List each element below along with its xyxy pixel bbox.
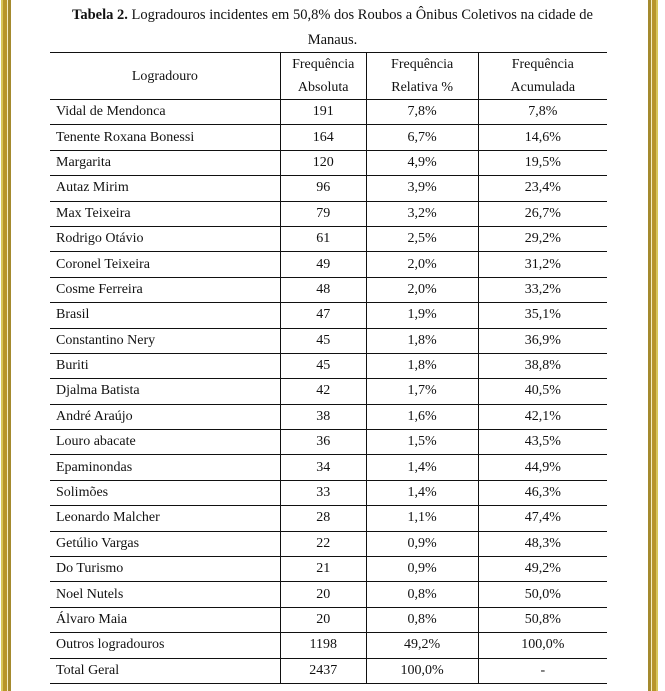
cell-freq-acumulada: 19,5% — [478, 150, 607, 175]
table-row — [50, 252, 607, 277]
cell-freq-acumulada: - — [478, 658, 607, 683]
table-body — [50, 100, 607, 684]
table-row — [50, 277, 607, 302]
caption-text-line2: Manaus. — [307, 32, 358, 48]
cell-freq-acumulada: 46,3% — [478, 480, 607, 505]
cell-freq-absoluta: 79 — [280, 201, 366, 226]
cell-freq-absoluta: 164 — [280, 125, 366, 150]
cell-logradouro: André Araújo — [56, 408, 133, 424]
cell-freq-relativa: 1,5% — [366, 430, 478, 455]
table-row — [50, 201, 607, 226]
cell-freq-relativa: 2,5% — [366, 226, 478, 251]
data-table — [50, 52, 607, 684]
cell-freq-absoluta: 191 — [280, 100, 366, 125]
caption-text: Logradouros incidentes em 50,8% dos Roubos a Ônibus Coletivos na cidade de — [127, 7, 593, 23]
cell-freq-absoluta: 38 — [280, 404, 366, 429]
cell-logradouro: Constantino Nery — [56, 332, 156, 348]
cell-freq-relativa: 1,4% — [366, 480, 478, 505]
cell-freq-absoluta: 36 — [280, 430, 366, 455]
cell-freq-relativa: 2,0% — [366, 252, 478, 277]
cell-freq-acumulada: 29,2% — [478, 226, 607, 251]
decorative-frame-left — [1, 0, 12, 691]
cell-freq-acumulada: 42,1% — [478, 404, 607, 429]
cell-freq-acumulada: 40,5% — [478, 379, 607, 404]
cell-freq-absoluta: 120 — [280, 150, 366, 175]
cell-logradouro: Do Turismo — [56, 561, 124, 577]
cell-freq-acumulada: 35,1% — [478, 303, 607, 328]
table-row — [50, 430, 607, 455]
cell-freq-acumulada: 7,8% — [478, 100, 607, 125]
cell-freq-acumulada: 50,0% — [478, 582, 607, 607]
cell-freq-relativa: 1,7% — [366, 379, 478, 404]
header-freq-absoluta: Frequência Absoluta — [280, 53, 366, 100]
table-row — [50, 150, 607, 175]
cell-freq-absoluta: 22 — [280, 531, 366, 556]
cell-freq-acumulada: 43,5% — [478, 430, 607, 455]
cell-freq-absoluta: 20 — [280, 607, 366, 632]
cell-freq-absoluta: 48 — [280, 277, 366, 302]
table-row — [50, 353, 607, 378]
cell-freq-relativa: 1,1% — [366, 506, 478, 531]
cell-freq-absoluta: 1198 — [280, 633, 366, 658]
cell-freq-relativa: 0,9% — [366, 531, 478, 556]
cell-freq-relativa: 1,9% — [366, 303, 478, 328]
table-row — [50, 303, 607, 328]
cell-freq-relativa: 1,4% — [366, 455, 478, 480]
table-row — [50, 404, 607, 429]
cell-freq-acumulada: 44,9% — [478, 455, 607, 480]
table-row — [50, 125, 607, 150]
cell-freq-absoluta: 45 — [280, 353, 366, 378]
cell-freq-absoluta: 45 — [280, 328, 366, 353]
cell-freq-absoluta: 28 — [280, 506, 366, 531]
cell-freq-absoluta: 33 — [280, 480, 366, 505]
cell-logradouro: Rodrigo Otávio — [56, 231, 144, 247]
decorative-frame-right — [648, 0, 659, 691]
cell-freq-absoluta: 21 — [280, 557, 366, 582]
cell-freq-acumulada: 100,0% — [478, 633, 607, 658]
table-row — [50, 582, 607, 607]
cell-logradouro: Vidal de Mendonca — [56, 104, 166, 120]
cell-freq-relativa: 49,2% — [366, 633, 478, 658]
cell-freq-relativa: 4,9% — [366, 150, 478, 175]
cell-freq-acumulada: 31,2% — [478, 252, 607, 277]
cell-logradouro: Outros logradouros — [56, 637, 165, 653]
cell-freq-acumulada: 26,7% — [478, 201, 607, 226]
cell-freq-absoluta: 20 — [280, 582, 366, 607]
cell-freq-relativa: 1,6% — [366, 404, 478, 429]
cell-freq-acumulada: 38,8% — [478, 353, 607, 378]
cell-freq-absoluta: 96 — [280, 176, 366, 201]
cell-logradouro: Max Teixeira — [56, 205, 131, 221]
header-freq-relativa: Frequência Relativa % — [366, 53, 478, 100]
cell-logradouro: Brasil — [56, 307, 90, 323]
cell-logradouro: Margarita — [56, 154, 111, 170]
cell-freq-absoluta: 47 — [280, 303, 366, 328]
cell-freq-absoluta: 2437 — [280, 658, 366, 683]
table-row — [50, 480, 607, 505]
cell-logradouro: Tenente Roxana Bonessi — [56, 129, 195, 145]
cell-freq-acumulada: 36,9% — [478, 328, 607, 353]
cell-logradouro: Cosme Ferreira — [56, 281, 143, 297]
table-row — [50, 607, 607, 632]
cell-logradouro: Buriti — [56, 358, 89, 374]
cell-logradouro: Total Geral — [56, 662, 120, 678]
cell-freq-absoluta: 61 — [280, 226, 366, 251]
cell-logradouro: Djalma Batista — [56, 383, 140, 399]
table-row — [50, 226, 607, 251]
cell-freq-acumulada: 50,8% — [478, 607, 607, 632]
cell-logradouro: Noel Nutels — [56, 586, 124, 602]
cell-logradouro: Epaminondas — [56, 459, 133, 475]
cell-freq-absoluta: 49 — [280, 252, 366, 277]
cell-freq-absoluta: 42 — [280, 379, 366, 404]
table-caption — [40, 3, 625, 53]
cell-freq-relativa: 6,7% — [366, 125, 478, 150]
table-row — [50, 506, 607, 531]
cell-freq-acumulada: 23,4% — [478, 176, 607, 201]
cell-freq-acumulada: 14,6% — [478, 125, 607, 150]
cell-logradouro: Coronel Teixeira — [56, 256, 151, 272]
cell-logradouro: Leonardo Malcher — [56, 510, 160, 526]
cell-freq-relativa: 100,0% — [366, 658, 478, 683]
table-row — [50, 176, 607, 201]
cell-logradouro: Autaz Mirim — [56, 180, 129, 196]
cell-freq-acumulada: 49,2% — [478, 557, 607, 582]
table-row — [50, 328, 607, 353]
table-header-row — [50, 53, 607, 100]
cell-freq-relativa: 3,9% — [366, 176, 478, 201]
cell-logradouro: Louro abacate — [56, 434, 136, 450]
table-row — [50, 658, 607, 683]
cell-logradouro: Solimões — [56, 485, 109, 501]
cell-freq-relativa: 1,8% — [366, 353, 478, 378]
table-row — [50, 531, 607, 556]
cell-freq-relativa: 1,8% — [366, 328, 478, 353]
cell-freq-absoluta: 34 — [280, 455, 366, 480]
cell-freq-acumulada: 47,4% — [478, 506, 607, 531]
cell-freq-relativa: 0,8% — [366, 607, 478, 632]
cell-logradouro: Álvaro Maia — [56, 612, 128, 627]
cell-logradouro: Getúlio Vargas — [56, 535, 140, 551]
cell-freq-relativa: 7,8% — [366, 100, 478, 125]
cell-freq-relativa: 3,2% — [366, 201, 478, 226]
header-freq-acumulada: Frequência Acumulada — [478, 53, 607, 100]
table-row — [50, 100, 607, 125]
table-row — [50, 379, 607, 404]
cell-freq-relativa: 0,8% — [366, 582, 478, 607]
caption-label: Tabela 2. — [71, 7, 128, 23]
cell-freq-acumulada: 33,2% — [478, 277, 607, 302]
table-row — [50, 455, 607, 480]
table-row — [50, 557, 607, 582]
table-row — [50, 633, 607, 658]
cell-freq-relativa: 2,0% — [366, 277, 478, 302]
header-logradouro: Logradouro — [131, 68, 198, 84]
cell-freq-relativa: 0,9% — [366, 557, 478, 582]
cell-freq-acumulada: 48,3% — [478, 531, 607, 556]
